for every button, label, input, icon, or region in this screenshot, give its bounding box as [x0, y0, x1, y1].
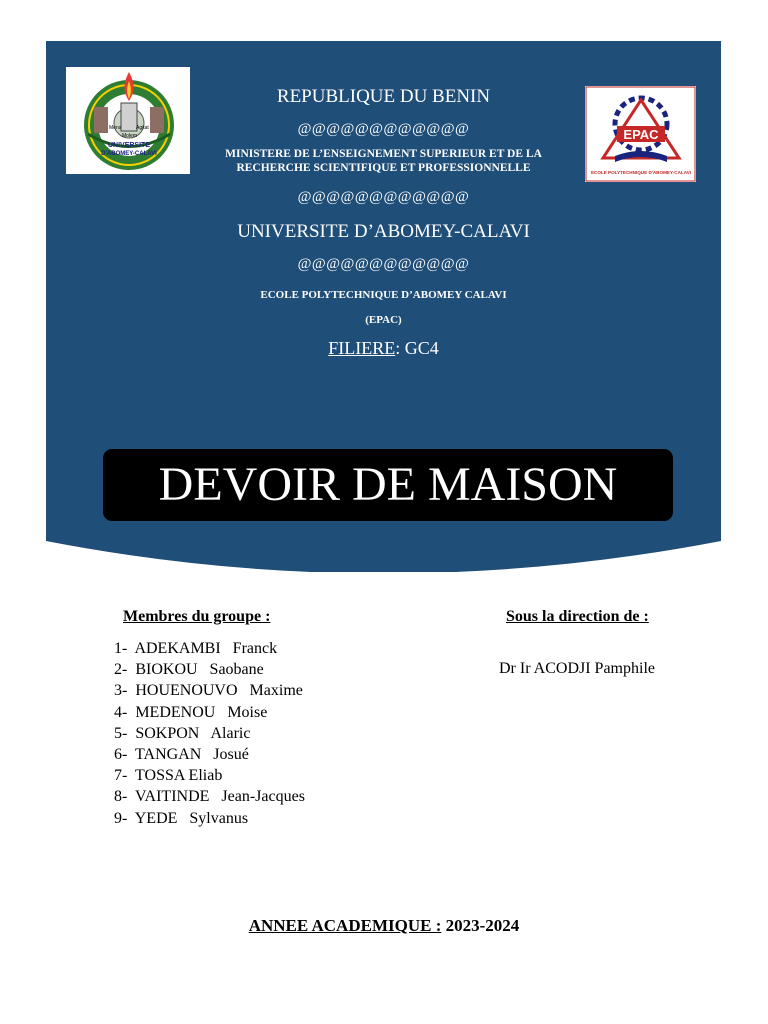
members-heading: Membres du groupe : [123, 608, 271, 625]
filiere [46, 338, 721, 359]
members-list [114, 638, 305, 829]
separator-1: @@@@@@@@@@@@ [297, 121, 470, 137]
logo-motto-3: Molem [122, 133, 138, 139]
ministry-line-2: RECHERCHE SCIENTIFIQUE ET PROFESSIONNELLE [236, 162, 531, 174]
school-name: ECOLE POLYTECHNIQUE D’ABOMEY CALAVI [260, 289, 507, 301]
document-title: DEVOIR DE MAISON [103, 449, 673, 521]
filiere-label: FILIERE [328, 338, 396, 358]
separator-2: @@@@@@@@@@@@ [297, 189, 470, 205]
academic-year-label: ANNEE ACADEMIQUE : [248, 916, 442, 935]
supervisor-name: Dr Ir ACODJI Pamphile [499, 660, 655, 677]
direction-heading: Sous la direction de : [506, 608, 649, 625]
member-item: 2- BIOKOU Saobane [114, 661, 264, 679]
academic-year [0, 916, 768, 936]
epac-logo-abbr: EPAC [623, 127, 659, 142]
filiere-value: : GC4 [395, 338, 439, 358]
country-name: REPUBLIQUE DU BENIN [276, 86, 491, 107]
logo-motto-2: Agitat [136, 125, 149, 131]
member-item: 4- MEDENOU Moise [114, 703, 268, 721]
ministry-name [46, 147, 721, 175]
school-abbreviation: (EPAC) [365, 314, 402, 326]
epac-logo-caption: ECOLE POLYTECHNIQUE D'ABOMEY-CALAVI [590, 170, 692, 175]
ministry-line-1: MINISTERE DE L’ENSEIGNEMENT SUPERIEUR ET DE LA [225, 148, 542, 160]
logo-name-1: UNIVERSITE [107, 142, 151, 149]
member-item: 8- VAITINDE Jean-Jacques [114, 788, 305, 806]
member-item: 1- ADEKAMBI Franck [114, 640, 278, 657]
logo-name-2: D'ABOMEY-CALAVI [101, 151, 157, 157]
member-item: 3- HOUENOUVO Maxime [114, 682, 303, 700]
academic-year-value: 2023-2024 [441, 916, 520, 935]
member-item: 5- SOKPON Alaric [114, 724, 251, 742]
university-name: UNIVERSITE D’ABOMEY-CALAVI [237, 221, 530, 242]
separator-3: @@@@@@@@@@@@ [297, 256, 470, 272]
member-item: 9- YEDE Sylvanus [114, 809, 249, 827]
member-item: 7- TOSSA Eliab [114, 767, 223, 785]
logo-motto-1: Mens [109, 125, 122, 131]
member-item: 6- TANGAN Josué [114, 745, 249, 763]
